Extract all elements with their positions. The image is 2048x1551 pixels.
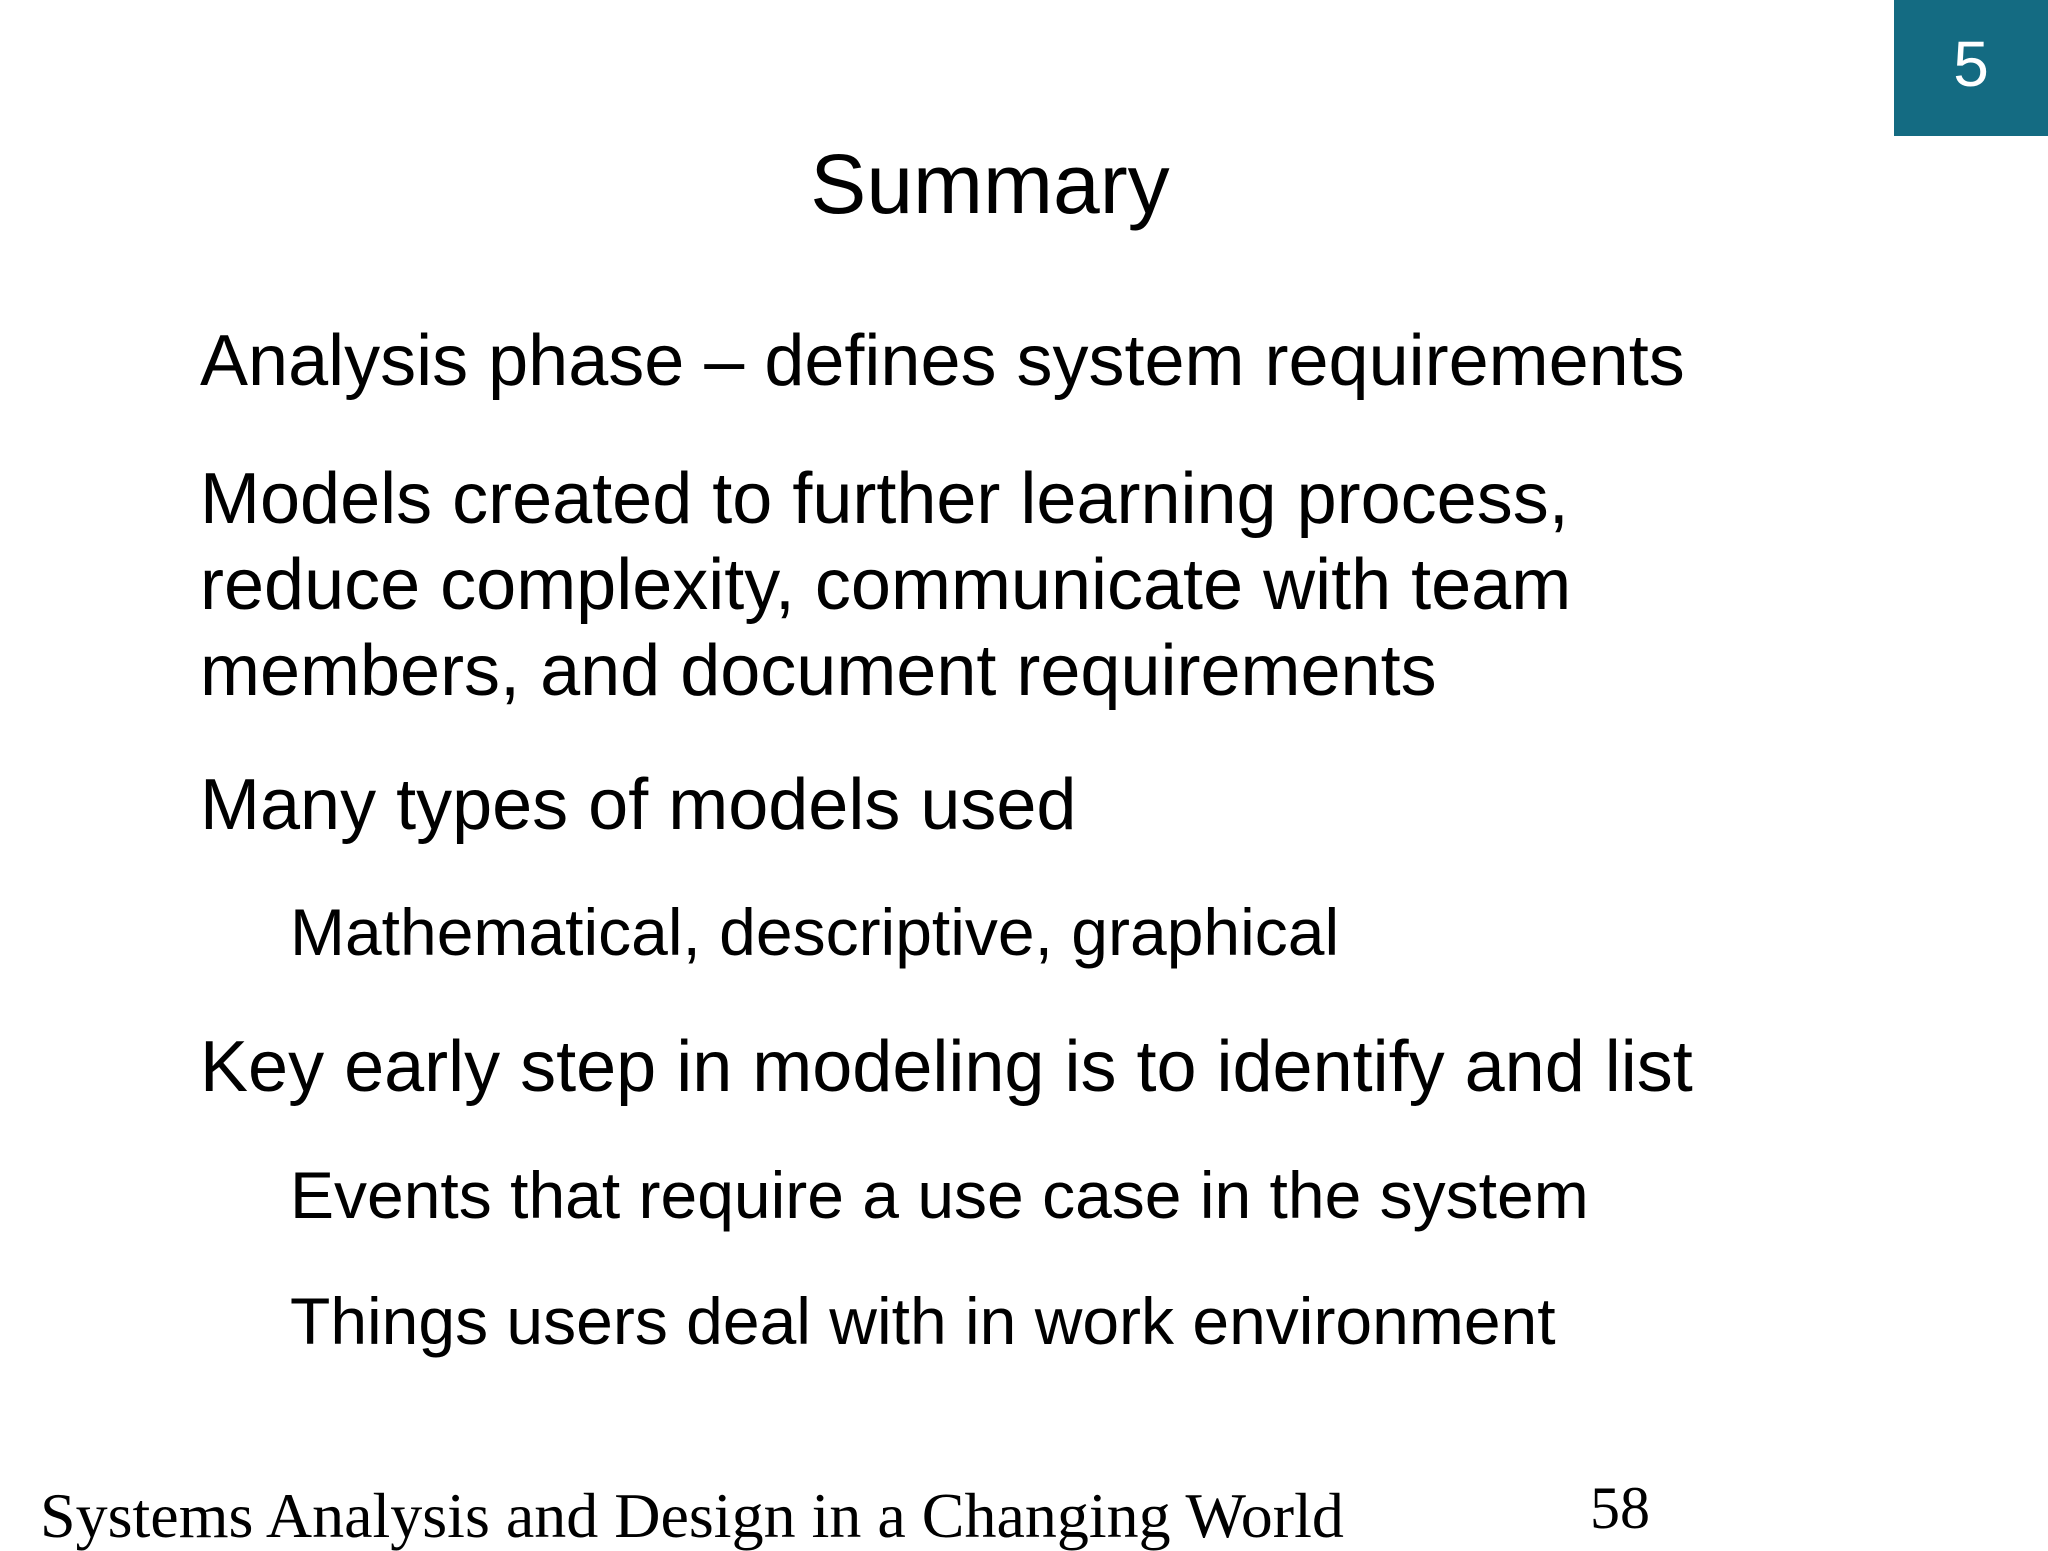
bullet-analysis-phase: Analysis phase – defines system requirements [200, 321, 1685, 401]
slide-title: Summary [810, 137, 1170, 231]
chapter-number: 5 [1953, 28, 1989, 100]
page-number: 58 [1590, 1475, 1650, 1541]
bullet-key-early-step: Key early step in modeling is to identify and list [200, 1027, 1693, 1107]
subbullet-things: Things users deal with in work environment [290, 1284, 1556, 1358]
subbullet-events: Events that require a use case in the system [290, 1158, 1589, 1232]
footer-book-title: Systems Analysis and Design in a Changing World [40, 1480, 1344, 1551]
subbullet-model-kinds: Mathematical, descriptive, graphical [290, 895, 1340, 969]
chapter-badge [1894, 0, 2048, 136]
bullet-many-types: Many types of models used [200, 765, 1077, 845]
bullet-models-created: Models created to further learning process, reduce complexity, communicate with team members, and document requirements [200, 459, 1572, 711]
